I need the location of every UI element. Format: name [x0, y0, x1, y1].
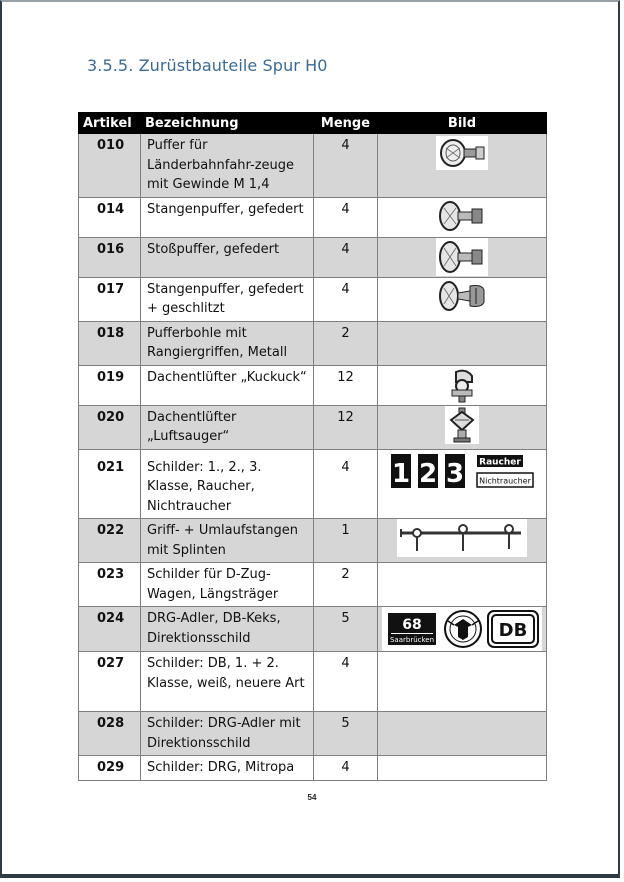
row-menge: 4: [314, 277, 378, 321]
table-row: [79, 277, 547, 321]
row-menge: 12: [314, 405, 378, 449]
roof-vent-cuckoo-icon: [442, 366, 482, 404]
row-bezeichnung: Schilder für D-Zug-Wagen, Längsträger: [141, 563, 314, 607]
row-bezeichnung: Dachentlüfter „Kuckuck“: [141, 365, 314, 405]
row-menge: 5: [314, 607, 378, 652]
table-row: [79, 607, 547, 652]
drg-eagle-emblem: [445, 611, 481, 647]
header-artikel: Artikel: [79, 113, 141, 134]
parts-table: [78, 112, 547, 781]
row-image-cell: [378, 197, 547, 237]
row-artikel: 018: [79, 321, 141, 365]
table-row: [79, 449, 547, 519]
row-menge: 1: [314, 519, 378, 563]
row-image-cell: [378, 365, 547, 405]
db-logo-text: DB: [498, 620, 528, 641]
table-row: [79, 197, 547, 237]
row-artikel: 016: [79, 237, 141, 277]
buffer-icon: [436, 136, 488, 170]
table-header-row: [79, 113, 547, 134]
row-image-cell: [378, 519, 547, 563]
row-menge: 4: [314, 756, 378, 781]
rod-buffer-icon: [436, 198, 488, 234]
page-number: 54: [307, 793, 317, 802]
header-bezeichnung: Bezeichnung: [141, 113, 314, 134]
row-artikel: 022: [79, 519, 141, 563]
row-bezeichnung: DRG-Adler, DB-Keks, Direktionsschild: [141, 607, 314, 652]
row-bezeichnung: Stangenpuffer, gefedert: [141, 197, 314, 237]
table-row: [79, 134, 547, 198]
row-image-cell: [378, 237, 547, 277]
sign-class-3: 3: [445, 458, 465, 489]
table-row: [79, 519, 547, 563]
row-artikel: 020: [79, 405, 141, 449]
sign-class-1: 1: [391, 458, 411, 489]
row-artikel: 017: [79, 277, 141, 321]
rod-buffer-icon: [436, 238, 488, 276]
row-menge: 4: [314, 449, 378, 519]
class-signs-icon: [389, 452, 535, 492]
row-image-cell: [378, 134, 547, 198]
row-bezeichnung: Stoßpuffer, gefedert: [141, 237, 314, 277]
row-menge: 4: [314, 237, 378, 277]
row-bezeichnung: Schilder: DB, 1. + 2. Klasse, weiß, neuere Art: [141, 652, 314, 712]
row-bezeichnung: Stangenpuffer, gefedert + geschlitzt: [141, 277, 314, 321]
row-artikel: 027: [79, 652, 141, 712]
row-bezeichnung: Schilder: 1., 2., 3. Klasse, Raucher, Nichtraucher: [141, 449, 314, 519]
row-menge: 12: [314, 365, 378, 405]
direktion-number: 68: [402, 617, 422, 633]
table-row: [79, 756, 547, 781]
row-artikel: 024: [79, 607, 141, 652]
section-heading: 3.5.5. Zurüstbauteile Spur H0: [87, 56, 328, 75]
db-keks-emblem: [488, 611, 538, 647]
table-row: [79, 321, 547, 365]
row-menge: 4: [314, 652, 378, 712]
row-menge: 4: [314, 197, 378, 237]
row-artikel: 014: [79, 197, 141, 237]
direktion-name: Saarbrücken: [389, 636, 435, 644]
row-menge: 2: [314, 563, 378, 607]
table-row: [79, 652, 547, 712]
table-row: [79, 365, 547, 405]
emblems-icon: [382, 607, 542, 651]
row-artikel: 010: [79, 134, 141, 198]
sign-class-2: 2: [418, 458, 438, 489]
row-image-cell: [378, 449, 547, 519]
row-artikel: 029: [79, 756, 141, 781]
row-artikel: 019: [79, 365, 141, 405]
row-bezeichnung: Pufferbohle mit Rangiergriffen, Metall: [141, 321, 314, 365]
row-image-cell: [378, 405, 547, 449]
row-image-cell: [378, 652, 547, 712]
sign-raucher: Raucher: [479, 457, 521, 467]
table-row: [79, 712, 547, 756]
row-artikel: 028: [79, 712, 141, 756]
sign-nichtraucher: Nichtraucher: [479, 476, 531, 485]
table-row: [79, 563, 547, 607]
row-artikel: 023: [79, 563, 141, 607]
row-bezeichnung: Dachentlüfter „Luftsauger“: [141, 405, 314, 449]
header-bild: Bild: [378, 113, 547, 134]
row-bezeichnung: Schilder: DRG, Mitropa: [141, 756, 314, 781]
table-row: [79, 405, 547, 449]
row-image-cell: [378, 712, 547, 756]
row-image-cell: [378, 321, 547, 365]
roof-vent-suction-icon: [445, 406, 479, 444]
table-row: [79, 237, 547, 277]
row-bezeichnung: Griff- + Umlaufstangen mit Splinten: [141, 519, 314, 563]
row-image-cell: [378, 563, 547, 607]
row-image-cell: [378, 607, 547, 652]
handrail-icon: [397, 519, 527, 557]
header-menge: Menge: [314, 113, 378, 134]
row-bezeichnung: Schilder: DRG-Adler mit Direktionsschild: [141, 712, 314, 756]
row-image-cell: [378, 756, 547, 781]
row-menge: 5: [314, 712, 378, 756]
row-artikel: 021: [79, 449, 141, 519]
row-bezeichnung: Puffer für Länderbahnfahr-zeuge mit Gewinde M 1,4: [141, 134, 314, 198]
row-menge: 2: [314, 321, 378, 365]
row-image-cell: [378, 277, 547, 321]
row-menge: 4: [314, 134, 378, 198]
slotted-buffer-icon: [436, 278, 488, 314]
